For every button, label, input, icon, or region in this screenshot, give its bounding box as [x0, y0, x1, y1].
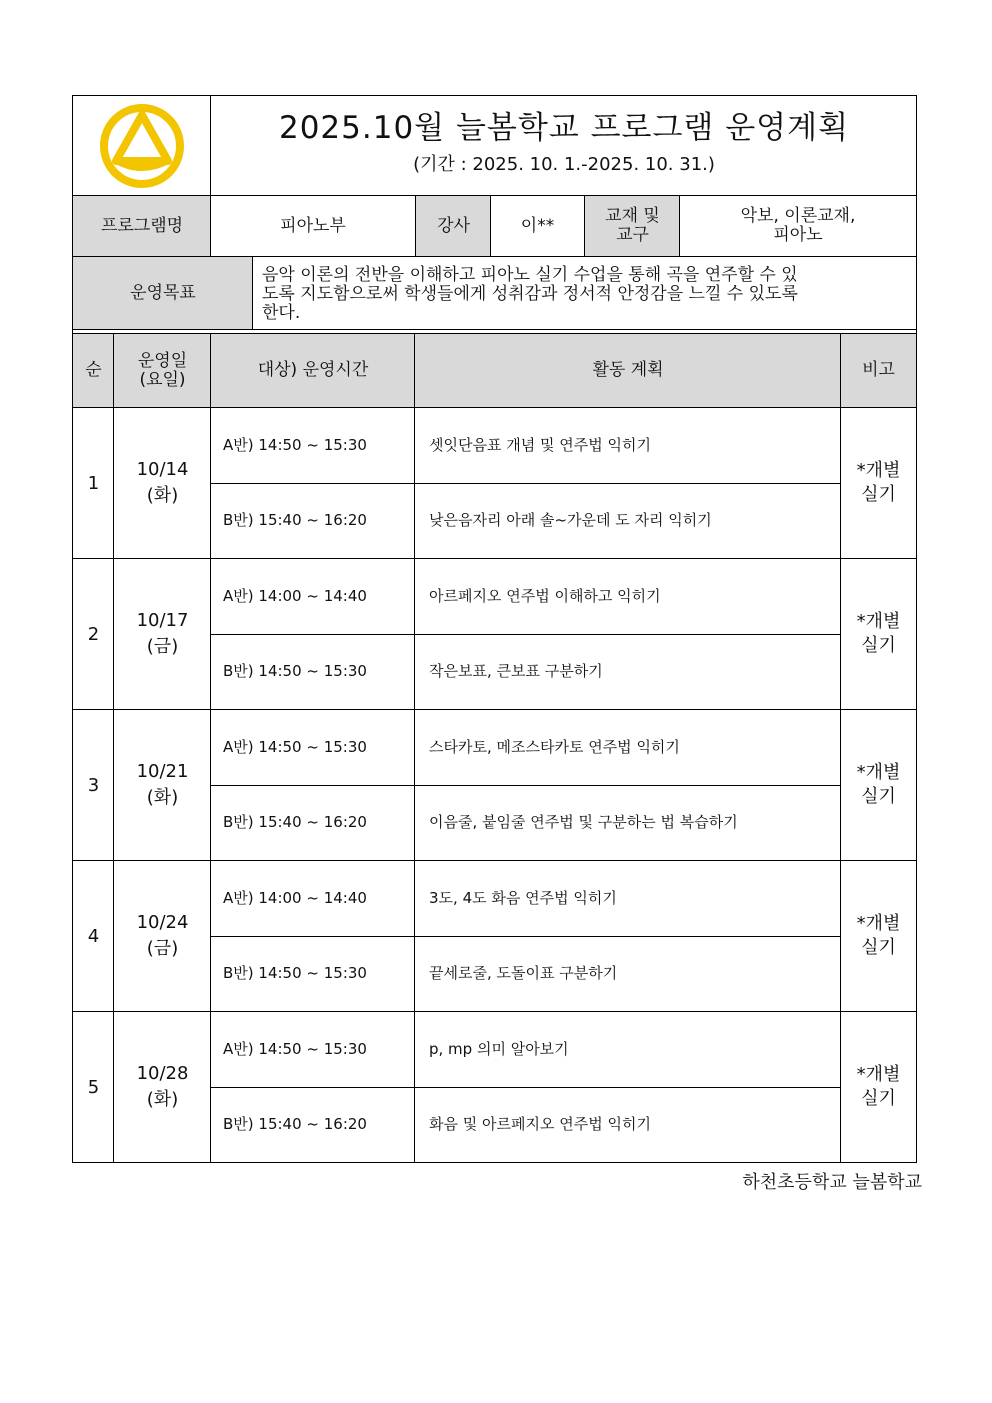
materials-value-line-1: 악보, 이론교재, — [740, 206, 856, 226]
col-header-plan: 활동 계획 — [414, 334, 841, 407]
program-label: 프로그램명 — [73, 195, 211, 256]
row-b-time: B반) 15:40 ~ 16:20 — [210, 483, 415, 559]
row-note — [840, 1011, 916, 1162]
row-no: 4 — [73, 860, 114, 1011]
row-b-activity: 이음줄, 붙임줄 연주법 및 구분하는 법 복습하기 — [414, 785, 841, 861]
row-b-time: B반) 14:50 ~ 15:30 — [210, 634, 415, 710]
col-header-date — [113, 334, 211, 407]
materials-value-line-2: 피아노 — [773, 225, 823, 245]
col-header-date-line-1: 운영일 — [137, 350, 188, 371]
logo — [73, 96, 211, 195]
teacher-value: 이** — [490, 195, 584, 256]
col-header-date-line-2: (요일) — [139, 369, 186, 390]
row-b-activity: 작은보표, 큰보표 구분하기 — [414, 634, 841, 710]
row-date — [113, 1011, 211, 1162]
row-day-value: (금) — [146, 636, 179, 657]
row-a-activity: p, mp 의미 알아보기 — [414, 1011, 841, 1087]
row-date-value: 10/17 — [136, 610, 189, 631]
row-note-line-1: *개별 — [856, 913, 901, 934]
row-b-activity: 화음 및 아르페지오 연주법 익히기 — [414, 1087, 841, 1163]
row-b-time: B반) 15:40 ~ 16:20 — [210, 785, 415, 861]
materials-value — [679, 195, 916, 256]
materials-label-line-1: 교재 및 — [605, 206, 660, 226]
row-date — [113, 709, 211, 860]
row-date-value: 10/28 — [136, 1063, 189, 1084]
goal-line-1: 음악 이론의 전반을 이해하고 피아노 실기 수업을 통해 곡을 연주할 수 있 — [262, 265, 798, 285]
row-note — [840, 558, 916, 709]
row-no: 1 — [73, 407, 114, 558]
row-note — [840, 860, 916, 1011]
row-date — [113, 558, 211, 709]
col-header-time: 대상) 운영시간 — [210, 334, 415, 407]
row-note-line-2: 실기 — [861, 635, 896, 656]
header-title-cell — [210, 96, 916, 195]
row-note-line-1: *개별 — [856, 762, 901, 783]
row-b-time: B반) 15:40 ~ 16:20 — [210, 1087, 415, 1163]
row-a-activity: 셋잇단음표 개념 및 연주법 익히기 — [414, 407, 841, 483]
row-date-value: 10/24 — [136, 912, 189, 933]
row-note-line-2: 실기 — [861, 484, 896, 505]
teacher-label: 강사 — [415, 195, 491, 256]
circle-triangle-logo-icon — [99, 103, 185, 189]
program-value: 피아노부 — [210, 195, 415, 256]
row-date-value: 10/21 — [136, 761, 189, 782]
page-title: 2025.10월 늘봄학교 프로그램 운영계획 — [278, 110, 850, 146]
row-a-time: A반) 14:50 ~ 15:30 — [210, 1011, 415, 1087]
row-b-time: B반) 14:50 ~ 15:30 — [210, 936, 415, 1012]
row-day-value: (화) — [146, 485, 179, 506]
row-a-time: A반) 14:50 ~ 15:30 — [210, 709, 415, 785]
row-note-line-1: *개별 — [856, 611, 901, 632]
row-no: 2 — [73, 558, 114, 709]
col-header-no: 순 — [73, 334, 114, 407]
col-header-note: 비고 — [840, 334, 916, 407]
row-day-value: (화) — [146, 1089, 179, 1110]
row-day-value: (금) — [146, 938, 179, 959]
row-a-activity: 3도, 4도 화음 연주법 익히기 — [414, 860, 841, 936]
row-note-line-2: 실기 — [861, 937, 896, 958]
row-a-time: A반) 14:50 ~ 15:30 — [210, 407, 415, 483]
row-date-value: 10/14 — [136, 459, 189, 480]
row-note-line-2: 실기 — [861, 1088, 896, 1109]
footer-school: 하천초등학교 늘봄학교 — [742, 1172, 922, 1193]
row-note — [840, 407, 916, 558]
materials-label — [584, 195, 680, 256]
row-b-activity: 낮은음자리 아래 솔~가운데 도 자리 익히기 — [414, 483, 841, 559]
row-day-value: (화) — [146, 787, 179, 808]
goal-line-2: 도록 지도함으로써 학생들에게 성취감과 정서적 안정감을 느낄 수 있도록 — [262, 284, 798, 304]
row-a-time: A반) 14:00 ~ 14:40 — [210, 860, 415, 936]
goal-line-3: 한다. — [262, 303, 301, 323]
row-note-line-2: 실기 — [861, 786, 896, 807]
row-b-activity: 끝세로줄, 도돌이표 구분하기 — [414, 936, 841, 1012]
row-date — [113, 407, 211, 558]
row-a-activity: 스타카토, 메조스타카토 연주법 익히기 — [414, 709, 841, 785]
row-a-time: A반) 14:00 ~ 14:40 — [210, 558, 415, 634]
goal-label: 운영목표 — [73, 256, 253, 330]
row-note — [840, 709, 916, 860]
row-date — [113, 860, 211, 1011]
materials-label-line-2: 교구 — [616, 225, 649, 245]
row-a-activity: 아르페지오 연주법 이해하고 익히기 — [414, 558, 841, 634]
row-note-line-1: *개별 — [856, 1064, 901, 1085]
row-note-line-1: *개별 — [856, 460, 901, 481]
row-no: 3 — [73, 709, 114, 860]
period-text: (기간 : 2025. 10. 1.-2025. 10. 31.) — [413, 154, 715, 175]
row-no: 5 — [73, 1011, 114, 1162]
goal-text — [252, 256, 916, 330]
